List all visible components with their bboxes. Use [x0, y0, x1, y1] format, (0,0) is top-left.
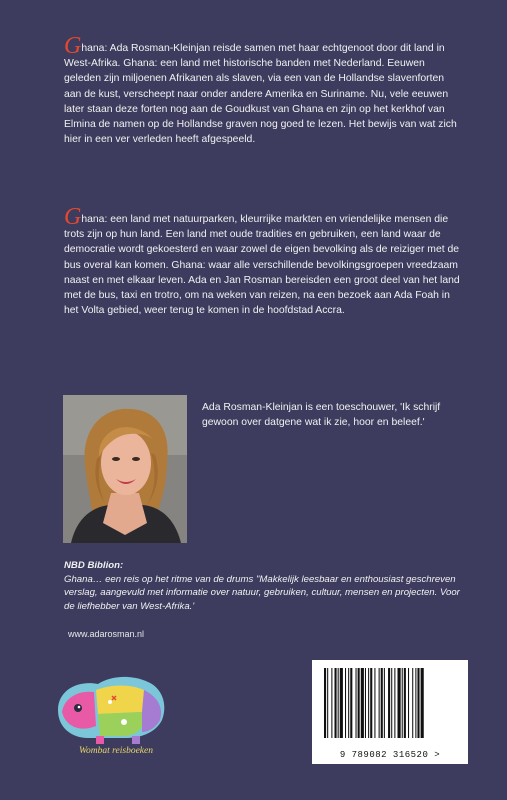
blurb-text-1: hana: Ada Rosman-Kleinjan reisde samen met haar echtgenoot door dit land in West-Afrika. Ghana: een land met historische banden met Nederland. Eeuwen geleden zijn miljoenen Afrikanen als slaven, via een van de Hollandse slavenforten aan de kust, verscheept naar onder andere Amerika en Suriname. Nu, vele eeuwen later staan deze forten nog aan de Goudkust van Ghana en zijn op het kerkhof van Elmina de namen op de Hollandse graven nog goed te lezen. Het bewijs van wat zich hier in een ver verleden heeft afgespeeld. — [64, 43, 457, 146]
review-text: Ghana… een reis op het ritme van de drums "Makkelijk leesbaar en enthousiast geschreven verslag, aangevuld met informatie over natuur, gebruiken, cultuur, mensen en projecten. Voor de liefhebber van West-Afrika.' — [64, 573, 460, 612]
drop-cap: G — [64, 33, 82, 59]
publisher-logo-text: Wombat reisboeken — [79, 746, 153, 756]
blurb-paragraph-2 — [64, 204, 460, 318]
blurb-paragraph-1 — [64, 33, 460, 147]
isbn-barcode — [312, 660, 468, 764]
author-quote: Ada Rosman-Kleinjan is een toeschouwer, 'Ik schrijf gewoon over datgene wat ik zie, hoor en beleef.' — [202, 402, 441, 429]
website-url: www.adarosman.nl — [68, 629, 145, 639]
author-photo — [63, 395, 187, 543]
blurb-text-2: hana: een land met natuurparken, kleurrijke markten en vriendelijke mensen die trots zijn op hun land. Een land met oude tradities en gebruiken, een land waar de democratie wordt gekoesterd en waar zowel de eigen bevolking als de reiziger met de bus overal kan komen. Ghana: waar alle verschillende bevolkingsgroepen vreedzaam naast en met elkaar leven. Ada en Jan Rosman bereisden een groot deel van het land met de bus, taxi en trotro, om na weken van reizen, na een bezoek aan Ada Foah in het Volta gebied, weer terug te komen in de hoofdstad Accra. — [64, 214, 460, 317]
publisher-logo-icon — [52, 672, 170, 752]
review-source: NBD Biblion: — [64, 560, 124, 571]
review-block — [64, 559, 462, 613]
drop-cap: G — [64, 204, 82, 230]
isbn-number: 9 789082 316520 > — [339, 750, 441, 760]
